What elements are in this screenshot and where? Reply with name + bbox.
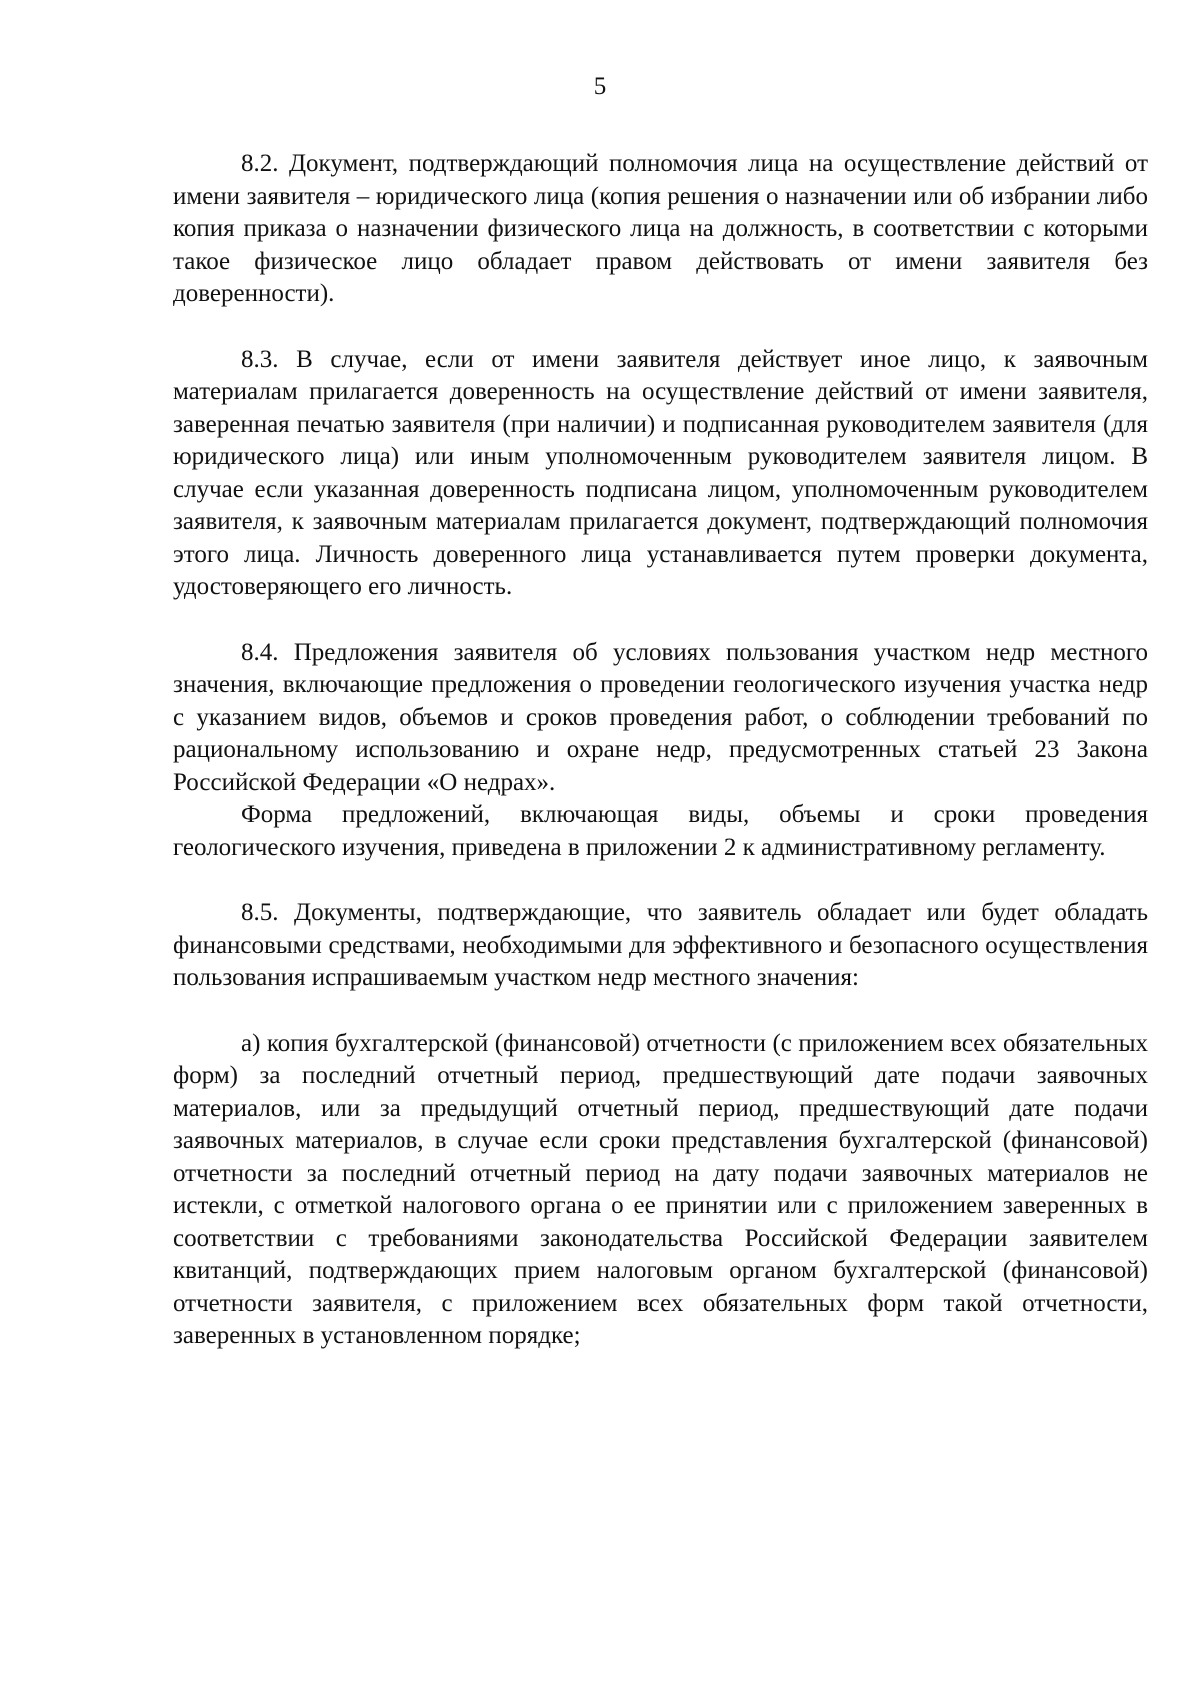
- paragraph-8-4-form: Форма предложений, включающая виды, объемы и сроки проведения геологического изучения, приведена в приложении 2 к административному регламенту.: [173, 801, 1148, 861]
- paragraph-8-5: 8.5. Документы, подтверждающие, что заявитель обладает или будет обладать финансовыми средствами, необходимыми для эффективного и безопасного осуществления пользования испрашиваемым участком недр местного значения:: [173, 899, 1148, 991]
- paragraph-8-5-a: а) копия бухгалтерской (финансовой) отчетности (с приложением всех обязательных форм) за последний отчетный период, предшествующий дате подачи заявочных материалов, или за предыдущий отчетный период, предшествующий дате подачи заявочных материалов, в случае если сроки представления бухгалтерской (финансовой) отчетности за последний отчетный период на дату подачи заявочных материалов не истекли, с отметкой налогового органа о ее принятии или с приложением заверенных в соответствии с требованиями законодательства Российской Федерации заявителем квитанций, подтверждающих прием налоговым органом бухгалтерской (финансовой) отчетности заявителя, с приложением всех обязательных форм такой отчетности, заверенных в установленном порядке;: [173, 1029, 1148, 1349]
- page-number: 5: [593, 73, 607, 100]
- document-body: [173, 148, 1148, 1353]
- paragraph-8-2: 8.2. Документ, подтверждающий полномочия лица на осуществление действий от имени заявителя – юридического лица (копия решения о назначении или об избрании либо копия приказа о назначении физического лица на должность, в соответствии с которыми такое физическое лицо обладает правом действовать от имени заявителя без доверенности).: [173, 150, 1148, 307]
- paragraph-8-4: 8.4. Предложения заявителя об условиях пользования участком недр местного значения, включающие предложения о проведении геологического изучения участка недр с указанием видов, объемов и сроков проведения работ, о соблюдении требований по рациональному использованию и охране недр, предусмотренных статьей 23 Закона Российской Федерации «О недрах».: [173, 638, 1148, 796]
- paragraph-8-3: 8.3. В случае, если от имени заявителя действует иное лицо, к заявочным материалам прилагается доверенность на осуществление действий от имени заявителя, заверенная печатью заявителя (при наличии) и подписанная руководителем заявителя (для юридического лица) или иным уполномоченным руководителем заявителя лицом. В случае если указанная доверенность подписана лицом, уполномоченным руководителем заявителя, к заявочным материалам прилагается документ, подтверждающий полномочия этого лица. Личность доверенного лица устанавливается путем проверки документа, удостоверяющего его личность.: [173, 345, 1148, 600]
